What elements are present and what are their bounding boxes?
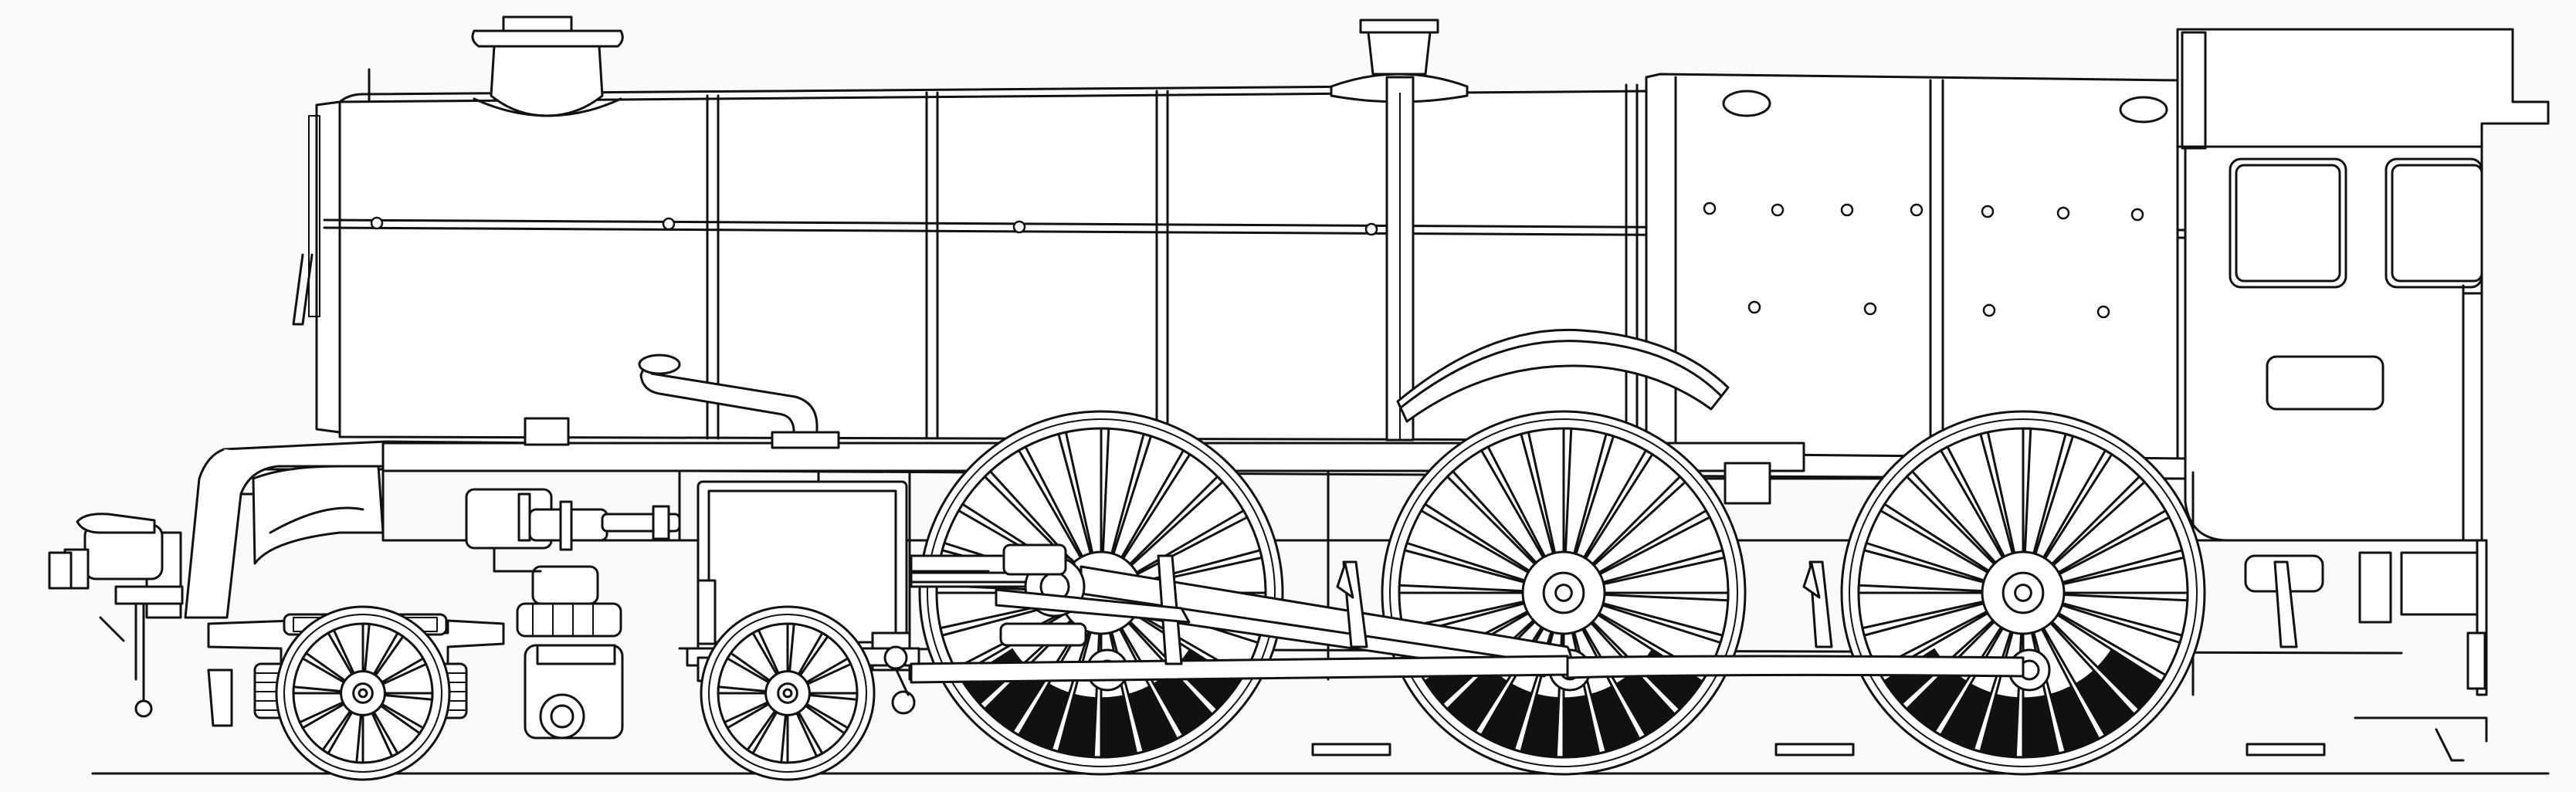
bogie-wheel-1	[701, 607, 874, 780]
driving-wheel-2	[1382, 411, 1745, 774]
bogie-wheel-2	[276, 607, 449, 780]
cab	[2178, 29, 2548, 760]
driving-wheel-3	[1842, 411, 2205, 774]
buffer	[49, 514, 182, 716]
firebox	[1646, 74, 2178, 479]
